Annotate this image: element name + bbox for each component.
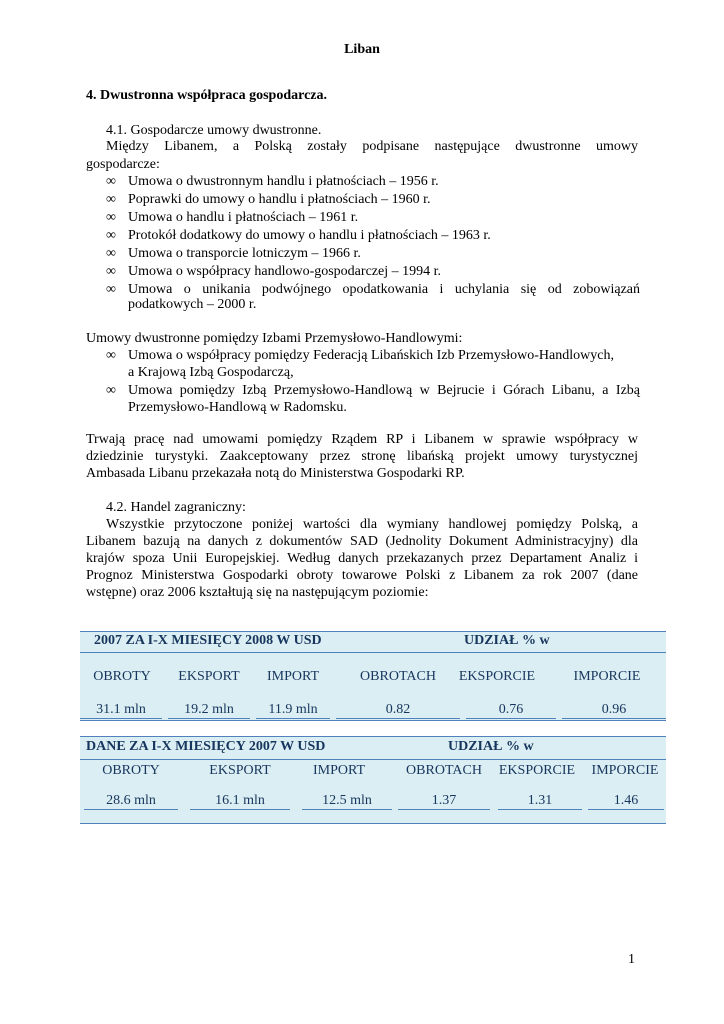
bullet-infinity-icon: ∞ <box>106 174 116 189</box>
table-cell: 0.76 <box>466 702 556 719</box>
table-cell: 1.31 <box>498 793 582 810</box>
column-header: IMPORT <box>266 669 320 684</box>
trade-paragraph-line: wstępne) oraz 2006 kształtują się na następującym poziomie: <box>86 585 429 600</box>
chamber-agreement-continued: Przemysłowo-Handlową w Radomsku. <box>128 400 347 415</box>
column-header: OBROTY <box>93 669 151 684</box>
intro-line-1: Między Libanem, a Polską zostały podpisane następujące dwustronne umowy <box>106 139 638 154</box>
column-header: OBROTACH <box>406 763 482 778</box>
bullet-infinity-icon: ∞ <box>106 228 116 243</box>
bullet-infinity-icon: ∞ <box>106 282 116 297</box>
bullet-infinity-icon: ∞ <box>106 210 116 225</box>
table-cell: 1.37 <box>398 793 490 810</box>
trade-paragraph-line: krajów spoza Unii Europejskiej. Według danych przekazanych przez Departament Analiz i <box>86 551 638 566</box>
agreement-text: Umowa o transporcie lotniczym – 1966 r. <box>128 246 361 261</box>
bullet-infinity-icon: ∞ <box>106 383 116 398</box>
table-cell: 11.9 mln <box>256 702 330 719</box>
intro-line-2: gospodarcze: <box>86 157 160 172</box>
agreement-text: Poprawki do umowy o handlu i płatnościach – 1960 r. <box>128 192 431 207</box>
bullet-infinity-icon: ∞ <box>106 192 116 207</box>
column-header: OBROTACH <box>360 669 436 684</box>
column-header: IMPORT <box>312 763 366 778</box>
tourism-paragraph-line: Trwają pracę nad umowami pomiędzy Rządem RP i Libanem w sprawie współpracy w <box>86 432 638 447</box>
column-header: OBROTY <box>102 763 160 778</box>
page-header-title: Liban <box>344 42 380 57</box>
page-number: 1 <box>628 952 635 967</box>
table-header-row <box>80 737 666 760</box>
table-cell: 0.96 <box>562 702 666 719</box>
agreement-text: Umowa o dwustronnym handlu i płatnościach – 1956 r. <box>128 174 439 189</box>
column-header: IMPORCIE <box>573 669 641 684</box>
trade-table-2008 <box>80 631 666 721</box>
agreement-text: Protokół dodatkowy do umowy o handlu i płatnościach – 1963 r. <box>128 228 491 243</box>
bullet-infinity-icon: ∞ <box>106 348 116 363</box>
agreement-text: Umowa o handlu i płatnościach – 1961 r. <box>128 210 359 225</box>
agreement-text: Umowa o unikania podwójnego opodatkowania i uchylania się od zobowiązań <box>128 282 640 297</box>
column-header: EKSPORCIE <box>458 669 536 684</box>
agreement-text-continued: podatkowych – 2000 r. <box>128 297 257 312</box>
column-header: IMPORCIE <box>591 763 659 778</box>
subsection-heading-4-1: 4.1. Gospodarcze umowy dwustronne. <box>106 123 322 138</box>
table-title: DANE ZA I-X MIESIĘCY 2007 W USD <box>86 739 326 754</box>
section-heading: 4. Dwustronna współpraca gospodarcza. <box>86 88 328 103</box>
share-title: UDZIAŁ % w <box>448 739 534 754</box>
trade-paragraph-line: Wszystkie przytoczone poniżej wartości dla wymiany handlowej pomiędzy Polską, a <box>106 517 638 532</box>
column-header: EKSPORT <box>178 669 240 684</box>
subsection-heading-4-2: 4.2. Handel zagraniczny: <box>106 500 246 515</box>
table-cell: 12.5 mln <box>302 793 392 810</box>
table-cell: 19.2 mln <box>168 702 250 719</box>
tourism-paragraph-line: Ambasada Libanu przekazała notą do Ministerstwa Gospodarki RP. <box>86 466 465 481</box>
table-title: 2007 ZA I-X MIESIĘCY 2008 W USD <box>94 633 322 648</box>
chamber-agreement-continued: a Krajową Izbą Gospodarczą, <box>128 365 294 380</box>
trade-paragraph-line: Prognoz Ministerstwa Gospodarki obroty towarowe Polski z Libanem za rok 2007 (dane <box>86 568 638 583</box>
chamber-agreement-text: Umowa o współpracy pomiędzy Federacją Libańskich Izb Przemysłowo-Handlowych, <box>128 348 614 363</box>
table-cell: 0.82 <box>336 702 460 719</box>
bullet-infinity-icon: ∞ <box>106 246 116 261</box>
chamber-agreement-text: Umowa pomiędzy Izbą Przemysłowo-Handlową w Bejrucie i Górach Libanu, a Izbą <box>128 383 640 398</box>
bullet-infinity-icon: ∞ <box>106 264 116 279</box>
table-cell: 1.46 <box>588 793 664 810</box>
table-cell: 28.6 mln <box>84 793 178 810</box>
column-header: EKSPORCIE <box>498 763 576 778</box>
table-header-row <box>80 632 666 653</box>
trade-table-2007 <box>80 736 666 824</box>
table-cell: 16.1 mln <box>190 793 290 810</box>
tourism-paragraph-line: dziedzinie turystyki. Zaakceptowany przez stronę libańską projekt umowy turystycznej <box>86 449 638 464</box>
chambers-intro: Umowy dwustronne pomiędzy Izbami Przemysłowo-Handlowymi: <box>86 331 463 346</box>
trade-paragraph-line: Libanem bazują na danych z dokumentów SAD (Jednolity Dokument Administracyjny) dla <box>86 534 638 549</box>
table-cell: 31.1 mln <box>80 702 162 719</box>
share-title: UDZIAŁ % w <box>464 633 550 648</box>
agreement-text: Umowa o współpracy handlowo-gospodarczej – 1994 r. <box>128 264 441 279</box>
column-header: EKSPORT <box>209 763 271 778</box>
